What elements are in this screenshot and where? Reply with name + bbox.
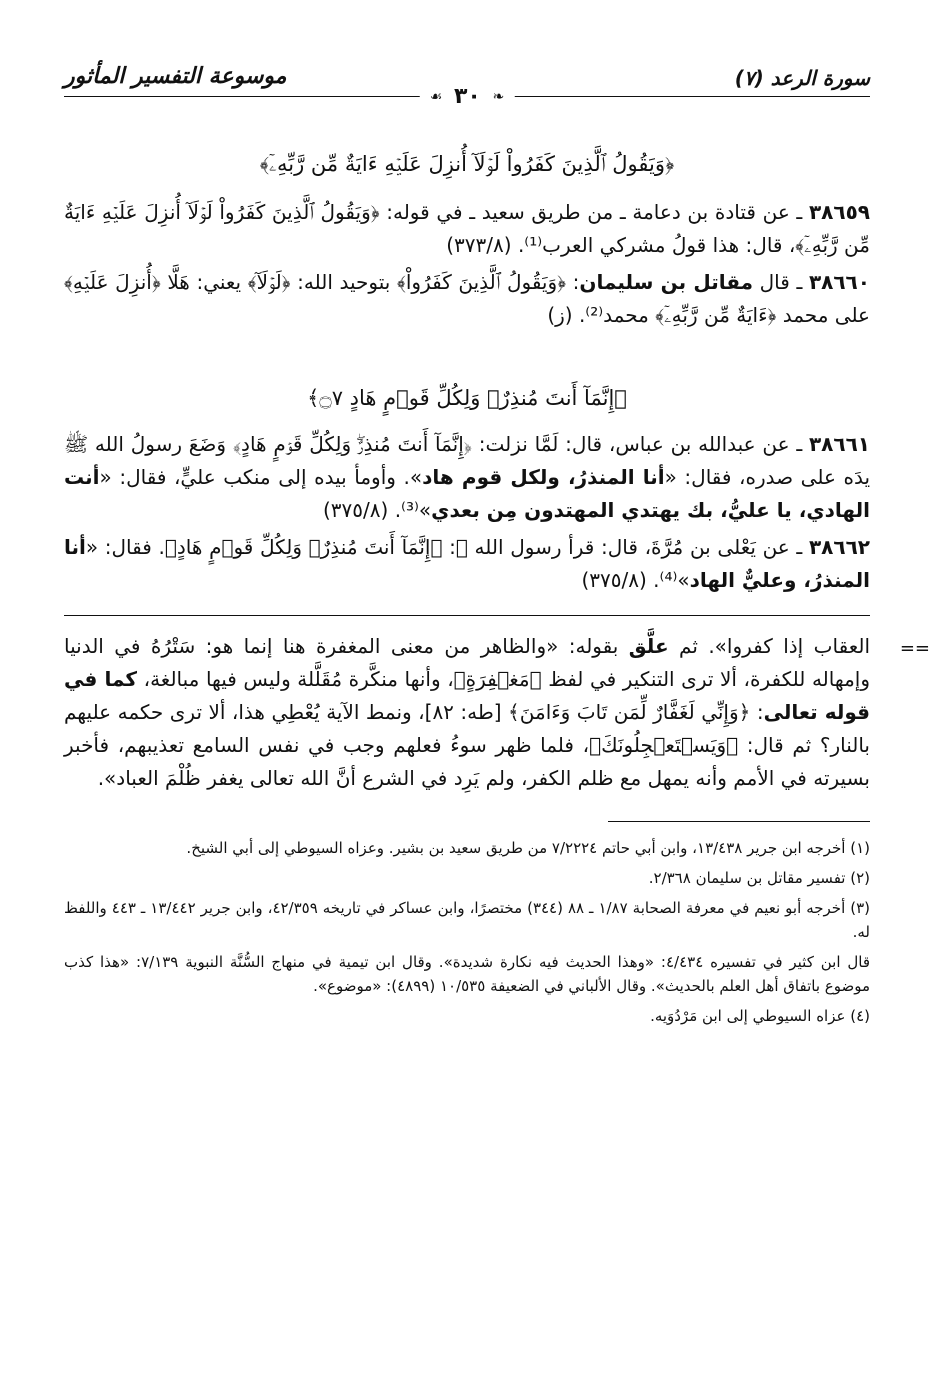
narration-text: ـ عن يَعْلى بن مُرَّةَ، قال: قرأ رسول الله ﷺ: ﴿إِنَّمَآ أَنتَ مُنذِرٌۖ وَلِكُلِّ قَوۡمٍ هَادٍ﴾. فقال: «: [85, 535, 809, 559]
book-title: موسوعة التفسير المأثور: [64, 64, 287, 89]
narration-text: ـ عن قتادة بن دعامة ـ من طريق سعيد ـ في قوله: ﴿وَيَقُولُ ٱلَّذِينَ كَفَرُواْ لَوۡلَآ أُنزِلَ عَلَيۡهِ ءَايَةٌ مِّن رَّبِّهِۦٓ﴾، قال: هذا قولُ مشركي العرب⁽¹⁾.: [64, 200, 870, 257]
narration-text: : ﴿وَيَقُولُ ٱلَّذِينَ كَفَرُواْ﴾ بتوحيد الله: ﴿لَوۡلَآ﴾ يعني: هَلَّا ﴿أُنزِلَ عَلَيۡهِ﴾ على محمد ﴿ءَايَةٌ مِّن رَّبِّهِۦٓ﴾ محمد⁽²⁾.: [64, 270, 870, 327]
narration-number: ٣٨٦٦١: [808, 432, 870, 456]
page: [64, 58, 930, 1034]
section-divider: [64, 615, 870, 616]
footnote: (٤) عزاه السيوطي إلى ابن مَرْدُوَيه.: [650, 1007, 870, 1025]
narration-number: ٣٨٦٦٢: [808, 535, 870, 559]
narration-entry: [64, 196, 870, 262]
commentary-text: العقاب إذا كفروا». ثم: [668, 634, 870, 658]
commentary-bold: علَّق: [628, 634, 669, 658]
narration-text: ـ عن عبدالله بن عباس، قال: لَمَّا نزلت: ﴿إِنَّمَآ أَنتَ مُنذِرٌۖ وَلِكُلِّ قَوۡمٍ هَادٍ﴾ وَضَعَ رسولُ الله ﷺ يدَه على صدره، فقال: «: [64, 432, 871, 489]
narrator-name: مقاتل بن سليمان: [579, 270, 753, 294]
footnote-rule: [608, 821, 870, 822]
page-number: ٣٠: [453, 84, 481, 109]
narration-entry: [64, 531, 870, 597]
narration-text: ». وأومأ بيده إلى منكب عليٍّ، فقال: «: [99, 465, 423, 489]
narration-entry: [64, 428, 870, 527]
footnotes: [64, 836, 870, 1028]
source-marker: (ز): [547, 303, 573, 327]
hadith-quote: أنت الهادي، يا عليُّ، بك يهتدي المهتدون مِن بعدي: [64, 465, 870, 522]
narration-text: »⁽⁴⁾.: [653, 568, 690, 592]
ornament-icon: ❧: [492, 89, 505, 105]
verse-heading: ﴿إِنَّمَآ أَنتَ مُنذِرٌۖ وَلِكُلِّ قَوۡمٍ هَادٍ ۝٧﴾: [307, 386, 627, 410]
continued-commentary: [64, 630, 930, 795]
commentary-bold: كما في قوله تعالى: [64, 667, 870, 724]
narration-number: ٣٨٦٦٠: [808, 270, 870, 294]
running-header: [64, 58, 870, 138]
commentary-text: : ﴿وَإِنِّي لَغَفَّارٌ لِّمَن تَابَ وَءَامَنَ﴾ [طه: ٨٢]، ونمط الآية يُعْطِي هذا، ألا ترى حكمه عليهم بالنار؟ ثم قال: ﴿وَيَسۡتَعۡجِلُونَكَ﴾، فلما ظهر سوءُ فعلهم وجب في نفس السامع تعذيبهم، فأخبر بسيرته في الأمم وأنه يمهل مع ظلم الكفر، ولم يَرِد في الشرع أنَّ الله تعالى يغفر ظُلْمَ العباد».: [64, 700, 870, 790]
footnote: (١) أخرجه ابن جرير ١٣/٤٣٨، وابن أبي حاتم ٧/٢٢٢٤ من طريق سعيد بن بشير. وعزاه السيوطي إلى أبي الشيخ.: [186, 839, 870, 857]
footnote: (٢) تفسير مقاتل بن سليمان ٢/٣٦٨.: [648, 869, 870, 887]
footnote: قال ابن كثير في تفسيره ٤/٤٣٤: «وهذا الحديث فيه نكارة شديدة». وقال ابن تيمية في منهاج السُّنَّة النبوية ٧/١٣٩: «هذا كذب موضوع باتفاق أهل العلم بالحديث». وقال الألباني في الضعيفة ١٠/٥٣٥ (٤٨٩٩): «موضوع».: [64, 953, 870, 995]
continuation-mark: ==: [899, 638, 930, 659]
footnote: (٣) أخرجه أبو نعيم في معرفة الصحابة ١/٨٧ ـ ٨٨ (٣٤٤) مختصرًا، وابن عساكر في تاريخه ٤٢/٣٥٩، وابن جرير ١٣/٤٤٢ ـ ٤٤٣ واللفظ له.: [64, 899, 870, 941]
narration-entry: [64, 266, 870, 332]
volume-reference: (٣٧٣/٨): [446, 233, 512, 257]
narration-text: ـ قال: [753, 270, 809, 294]
page-number-box: [420, 84, 515, 109]
verse-heading: ﴿وَيَقُولُ ٱلَّذِينَ كَفَرُواْ لَوۡلَآ أُنزِلَ عَلَيۡهِ ءَايَةٌ مِّن رَّبِّهِۦٓ﴾: [259, 152, 675, 176]
hadith-quote: أنا المنذرُ، ولكل قوم هاد: [422, 465, 665, 489]
ornament-icon: ☙: [429, 89, 443, 105]
volume-reference: (٣٧٥/٨): [322, 498, 389, 522]
surah-title: سورة الرعد (٧): [734, 66, 870, 90]
narration-number: ٣٨٦٥٩: [808, 200, 870, 224]
commentary-text: بقوله: «والظاهر من معنى المغفرة هنا إنما هو: سَتْرُهُ في الدنيا وإمهاله للكفرة، ألا ترى التنكير في لفظ ﴿مَغۡفِرَةٍ﴾، وأنها منكَّرة مُقَلَّلة وليس فيها مبالغة،: [64, 634, 870, 691]
hadith-quote: أنا المنذرُ، وعليٌّ الهاد: [64, 535, 870, 592]
volume-reference: (٣٧٥/٨): [581, 568, 647, 592]
narration-text: »⁽³⁾.: [394, 498, 432, 522]
